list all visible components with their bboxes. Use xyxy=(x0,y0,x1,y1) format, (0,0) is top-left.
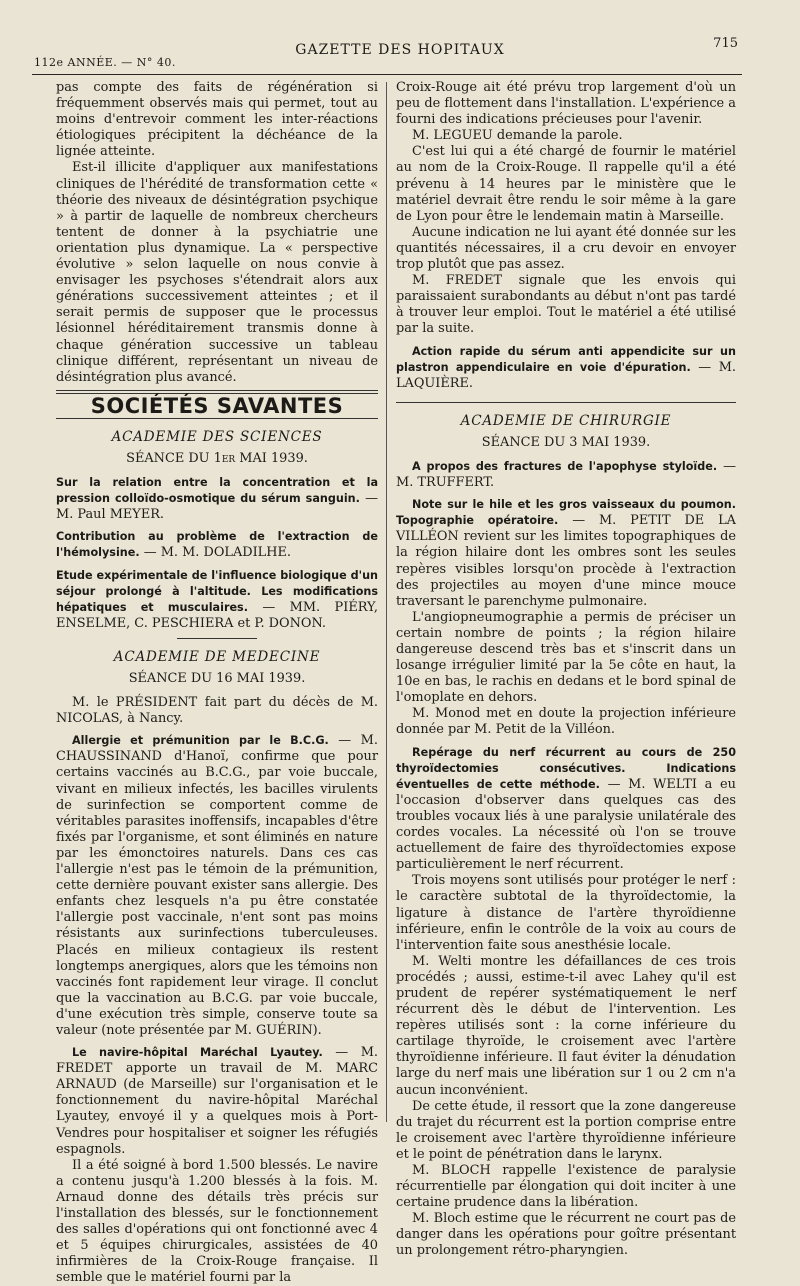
paragraph: De cette étude, il ressort que la zone dangereuse du trajet du récurrent est la portion comprise entre le croisement avec l'artère thyroïdienne inférieure et le point de pénétration dans le larynx. xyxy=(396,1098,736,1162)
entry-author: — M. Paul MEYER. xyxy=(56,491,378,523)
header-rule xyxy=(32,74,742,75)
entry xyxy=(396,745,736,874)
entry xyxy=(396,459,736,491)
paragraph: M. le PRÉSIDENT fait part du décès de M. NICOLAS, à Nancy. xyxy=(56,695,378,727)
paragraph: M. Monod met en doute la projection inférieure donnée par M. Petit de la Villéon. xyxy=(396,706,736,738)
entry-author: — MM. PIÉRY, ENSELME, C. PESCHIERA et P. DONON. xyxy=(56,599,378,631)
paragraph: Trois moyens sont utilisés pour protéger le nerf : le caractère subtotal de la thyroïdectomie, la ligature à distance de l'artère thyroïdienne inférieure, enfin le contrôle de la voix au cours de l'intervention faite sous anesthésie locale. xyxy=(396,873,736,953)
entry xyxy=(56,733,378,1039)
session-date: SÉANCE DU 16 MAI 1939. xyxy=(128,671,306,686)
column-divider xyxy=(386,82,387,1122)
entry-text: — M. CHAUSSINAND d'Hanoï, confirme que pour certains vaccinés au B.C.G., par voie buccale, vivant en milieux infectés, les bacilles virulents de surinfection se comportent comme de véritables parasites inoffensifs, incapables d'être fixés par l'organisme, et sont éliminés en nature par les émonctoires naturels. Dans ces cas l'allergie n'est pas le témoin de la prémunition, cette dernière pouvant exister sans allergie. Des enfants chez lesquels n'a pu être constatée l'allergie post vaccinale, n'ent sont pas moins résistants aux surinfections tuberculeuses. Placés en milieux contagieux ils restent longtemps anergiques, alors que les témoins non vaccinés font rapidement leur virage. Il conclut que la vaccination au B.C.G. par voie buccale, d'une exécution très simple, conserve toute sa valeur (note présentée par M. GUÉRIN). xyxy=(56,733,378,1038)
paragraph: Il a été soigné à bord 1.500 blessés. Le navire a contenu jusqu'à 1.200 blessés à la fois. M. Arnaud donne des détails très précis sur l'installation des blessés, sur le fonctionnement des salles d'opérations qui ont fonctionné avec 4 et 5 équipes chirurgicales, assistées de 40 infirmières de la Croix-Rouge française. Il semble que le matériel fourni par la xyxy=(56,1157,378,1286)
entry xyxy=(56,1045,378,1158)
page-header xyxy=(0,34,800,74)
academy-heading: ACADEMIE DE MEDECINE xyxy=(113,648,321,665)
issue-label: 112e ANNÉE. — N° 40. xyxy=(34,56,176,69)
session-date: SÉANCE DU 1er MAI 1939. xyxy=(126,450,308,466)
section-rule xyxy=(56,390,378,391)
intro-paragraph: pas compte des faits de régénération si fréquemment observés mais qui permet, tout au moins d'entrevoir comment les inter-réactions étiologiques précipitent la déchéance de la lignée atteinte. xyxy=(56,80,378,160)
entry-text: — M. PETIT DE LA VILLÉON revient sur les limites topographiques de la région hilaire dont les ombres sont les seules repères visibles lorsqu'on procède à l'extraction des projectiles au moyen d'une mince mouce traversant le parenchyme pulmonaire. xyxy=(396,513,736,609)
entry-title: Etude expérimentale de l'influence biologique d'un séjour prolongé à l'altitude. Les modifications hépatiques et musculaires. xyxy=(56,568,378,614)
entry-title: Note sur le hile et les gros vaisseaux du poumon. Topographie opératoire. xyxy=(396,498,736,528)
entry-author: — M. M. DOLADILHE. xyxy=(143,545,291,561)
session-date: SÉANCE DU 3 MAI 1939. xyxy=(481,434,651,450)
entry-title: A propos des fractures de l'apophyse styloïde. xyxy=(412,459,718,473)
entry-author: — M. LAQUIÈRE. xyxy=(396,359,736,391)
academy-heading: ACADEMIE DES SCIENCES xyxy=(111,428,323,445)
entry-title: Contribution au problème de l'extraction de l'hémolysine. xyxy=(56,530,378,560)
entry-title: Repérage du nerf récurrent au cours de 250 thyroïdectomies consécutives. Indications éventuelles de cette méthode. xyxy=(396,745,736,791)
entry-text: — M. WELTI a eu l'occasion d'observer dans quelques cas des troubles vocaux liés à une paralysie unilatérale des cordes vocales. La nécessité où l'on se trouve actuellement de faire des thyroïdectomies expose particulièrement le nerf récurrent. xyxy=(396,776,736,873)
entry-title: Le navire-hôpital Maréchal Lyautey. xyxy=(72,1046,323,1060)
entry-title: Allergie et prémunition par le B.C.G. xyxy=(72,734,329,748)
paragraph: M. FREDET signale que les envois qui paraissaient surabondants au début n'ont pas tardé à trouver leur emploi. Tout le matériel a été utilisé par la suite. xyxy=(396,273,736,337)
paragraph: M. Welti montre les défaillances de ces trois procédés ; aussi, estime-t-il avec Lahey qu'il est prudent de repérer systématiquement le nerf récurrent dès le début de l'intervention. Les repères utilisés sont : la corne inférieure du cartilage thyroïde, le croisement avec l'artère thyroïdienne inférieure. Il faut éviter la dénudation large du nerf mais une libération sur 1 ou 2 cm n'a aucun inconvénient. xyxy=(396,953,736,1098)
paragraph: M. LEGUEU demande la parole. xyxy=(412,128,623,144)
entry xyxy=(56,568,378,632)
academy-heading: ACADEMIE DE CHIRURGIE xyxy=(460,412,672,429)
section-rule xyxy=(396,402,736,403)
paragraph: M. Bloch estime que le récurrent ne court pas de danger dans les opérations pour goître présentant un prolongement rétro-pharyngien. xyxy=(396,1211,736,1259)
entry xyxy=(56,475,378,523)
entry-title: Action rapide du sérum anti appendicite sur un plastron appendiculaire en voie d'épuration. xyxy=(396,344,736,374)
right-column xyxy=(396,80,736,1260)
societies-heading: SOCIÉTÉS SAVANTES xyxy=(90,393,344,418)
intro-paragraph: Est-il illicite d'appliquer aux manifestations cliniques de l'hérédité de transformation cette « théorie des niveaux de désintégration psychique » à partir de laquelle de nombreux chercheurs tentent de donner à la psychiatrie une orientation plus dynamique. La « perspective évolutive » selon laquelle on nous convie à envisager les psychoses s'étendrait alors aux générations successivement atteintes ; et il serait permis de supposer que le processus lésionnel héréditairement transmis donne à chaque génération successive un tableau clinique différent, représentant un niveau de désintégration plus avancé. xyxy=(56,160,378,385)
journal-title: GAZETTE DES HOPITAUX xyxy=(295,42,505,58)
page-number: 715 xyxy=(713,36,738,51)
section-rule xyxy=(56,418,378,419)
paragraph: Croix-Rouge ait été prévu trop largement d'où un peu de flottement dans l'installation. L'expérience a fourni des indications précieuses pour l'avenir. xyxy=(396,80,736,128)
paragraph: M. BLOCH rappelle l'existence de paralysie récurrentielle par élongation qui doit inciter à une certaine prudence dans la libération. xyxy=(396,1163,736,1211)
entry-title: Sur la relation entre la concentration et la pression colloïdo-osmotique du sérum sanguin. xyxy=(56,476,378,506)
short-rule xyxy=(177,638,257,639)
paragraph: C'est lui qui a été chargé de fournir le matériel au nom de la Croix-Rouge. Il rappelle qu'il a été prévenu à 14 heures par le ministère que le matériel devrait être rendu le soir même à la gare de Lyon pour être le lendemain matin à Marseille. xyxy=(396,144,736,224)
entry-text: — M. FREDET apporte un travail de M. MARC ARNAUD (de Marseille) sur l'organisation et le fonctionnement du navire-hôpital Maréchal Lyautey, envoyé il y a quelques mois à Port-Vendres pour hospitaliser et soigner les réfugiés espagnols. xyxy=(56,1045,378,1157)
left-column xyxy=(56,80,378,1286)
entry xyxy=(396,497,736,610)
paragraph: Aucune indication ne lui ayant été donnée sur les quantités nécessaires, il a cru devoir en envoyer trop plutôt que pas assez. xyxy=(396,224,736,273)
entry xyxy=(396,344,736,392)
entry-author: —M. TRUFFERT. xyxy=(396,458,736,491)
paragraph: L'angiopneumographie a permis de préciser un certain nombre de points ; la région hilaire dangereuse descend très bas et s'inscrit dans un losange irrégulier limité par la 5e côte en haut, la 10e en bas, le rachis en dedans et le bord spinal de l'omoplate en dehors. xyxy=(396,609,736,706)
entry xyxy=(56,529,378,561)
